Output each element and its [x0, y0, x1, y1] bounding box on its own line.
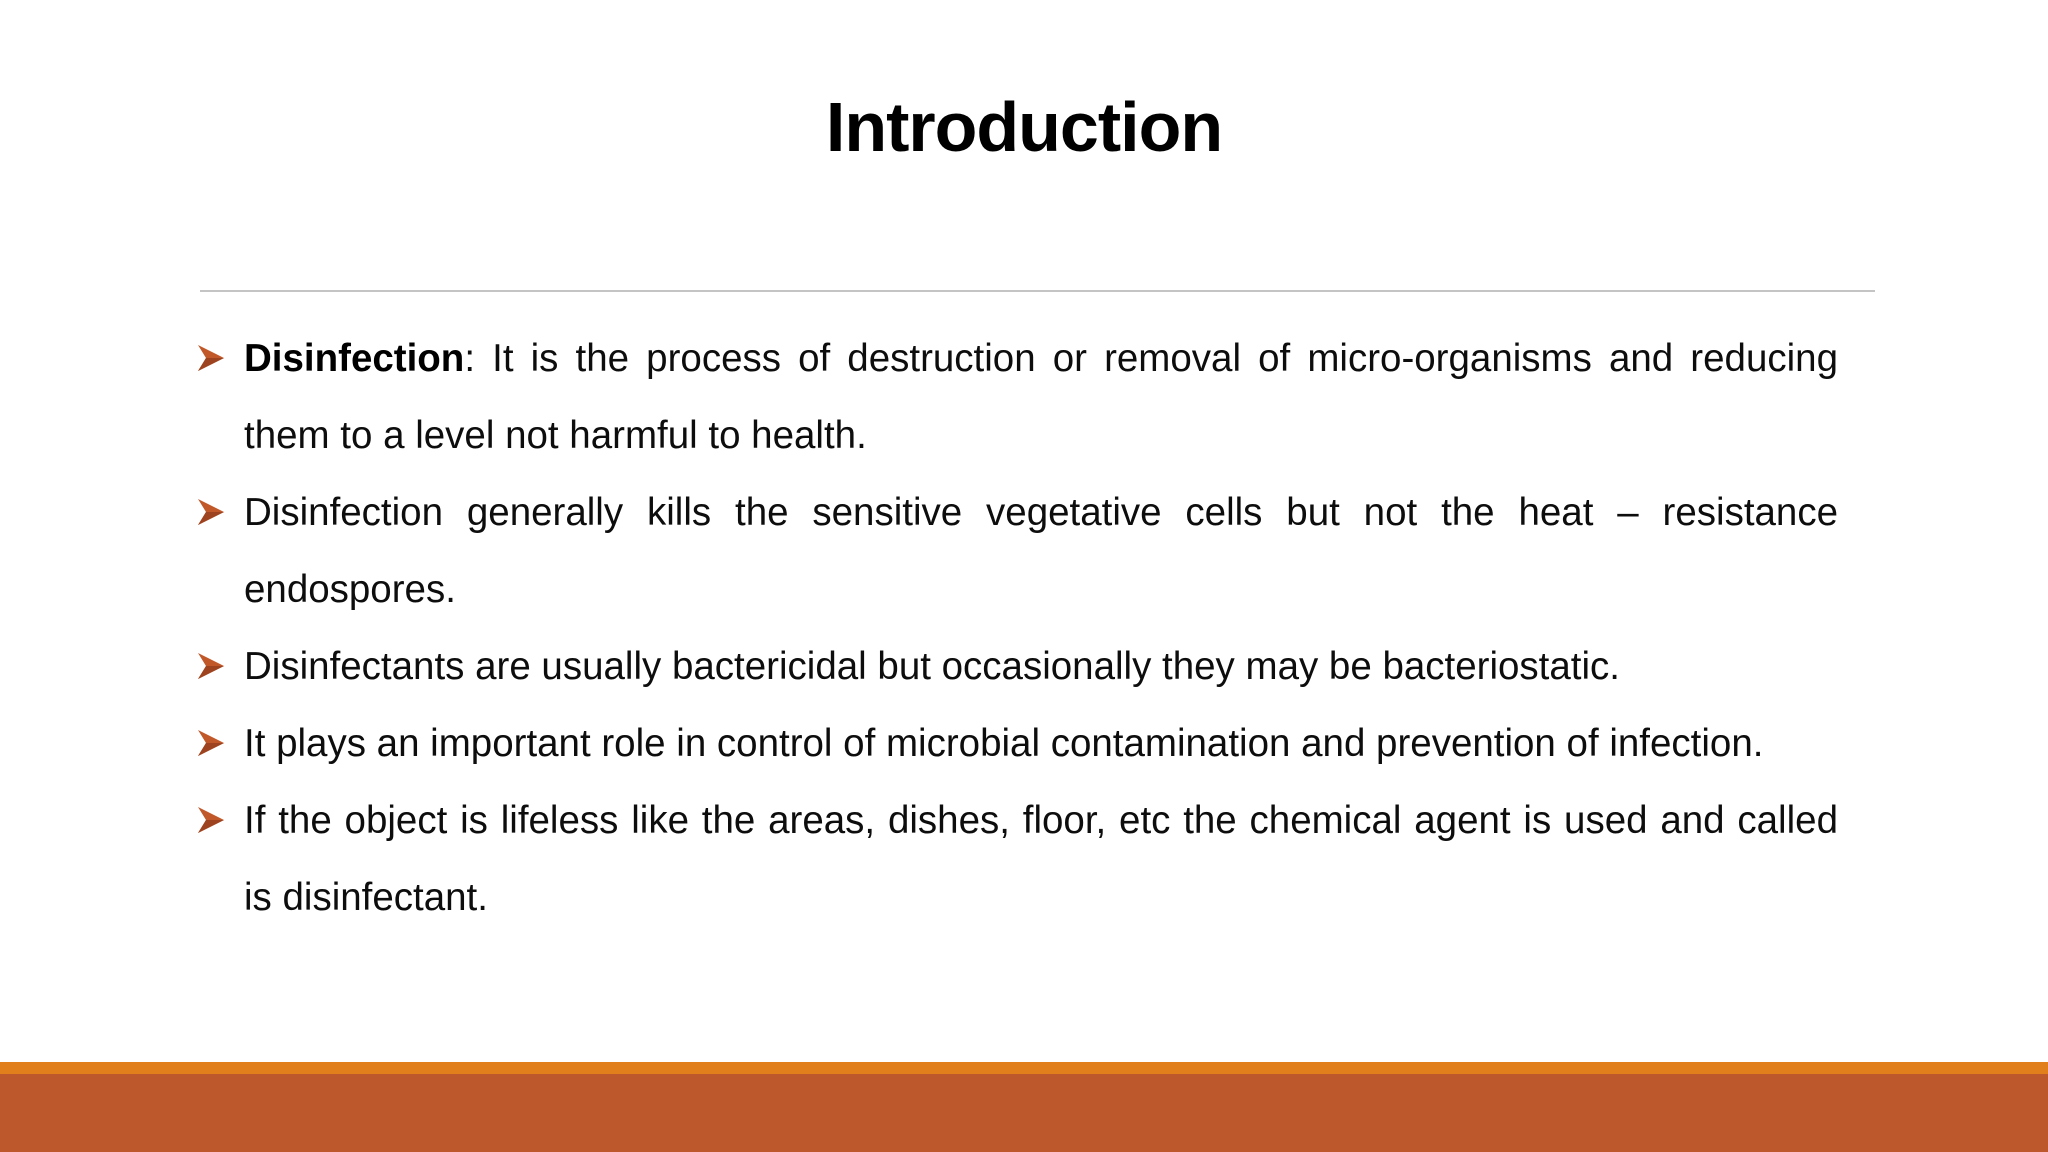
slide-title-text: Introduction	[825, 88, 1223, 166]
bullet-text: If the object is lifeless like the areas, dishes, floor, etc the chemical agent is used and called is disinfectant.	[244, 799, 1838, 919]
bullet-item-3	[196, 628, 1838, 705]
bullet-text: Disinfection generally kills the sensitive vegetative cells but not the heat – resistance endospores.	[244, 491, 1838, 611]
footer-band	[0, 1074, 2048, 1152]
footer-accent-stripe	[0, 1062, 2048, 1074]
arrowhead-bullet-icon	[196, 727, 226, 759]
arrowhead-bullet-icon	[196, 804, 226, 836]
arrowhead-bullet-icon	[196, 342, 226, 374]
bullet-list	[196, 320, 1838, 936]
bullet-item-1	[196, 320, 1838, 474]
bullet-text: Disinfectants are usually bactericidal but occasionally they may be bacteriostatic.	[244, 645, 1620, 688]
arrowhead-bullet-icon	[196, 496, 226, 528]
bullet-text: : It is the process of destruction or removal of micro-organisms and reducing them to a level not harmful to health.	[244, 337, 1838, 457]
bullet-item-5	[196, 782, 1838, 936]
bullet-item-2	[196, 474, 1838, 628]
title-divider	[200, 290, 1875, 292]
arrowhead-bullet-icon	[196, 650, 226, 682]
bullet-item-4	[196, 705, 1838, 782]
bullet-text: It plays an important role in control of microbial contamination and prevention of infection.	[244, 722, 1764, 765]
bullet-term: Disinfection	[244, 337, 465, 380]
slide-title	[0, 82, 2048, 172]
